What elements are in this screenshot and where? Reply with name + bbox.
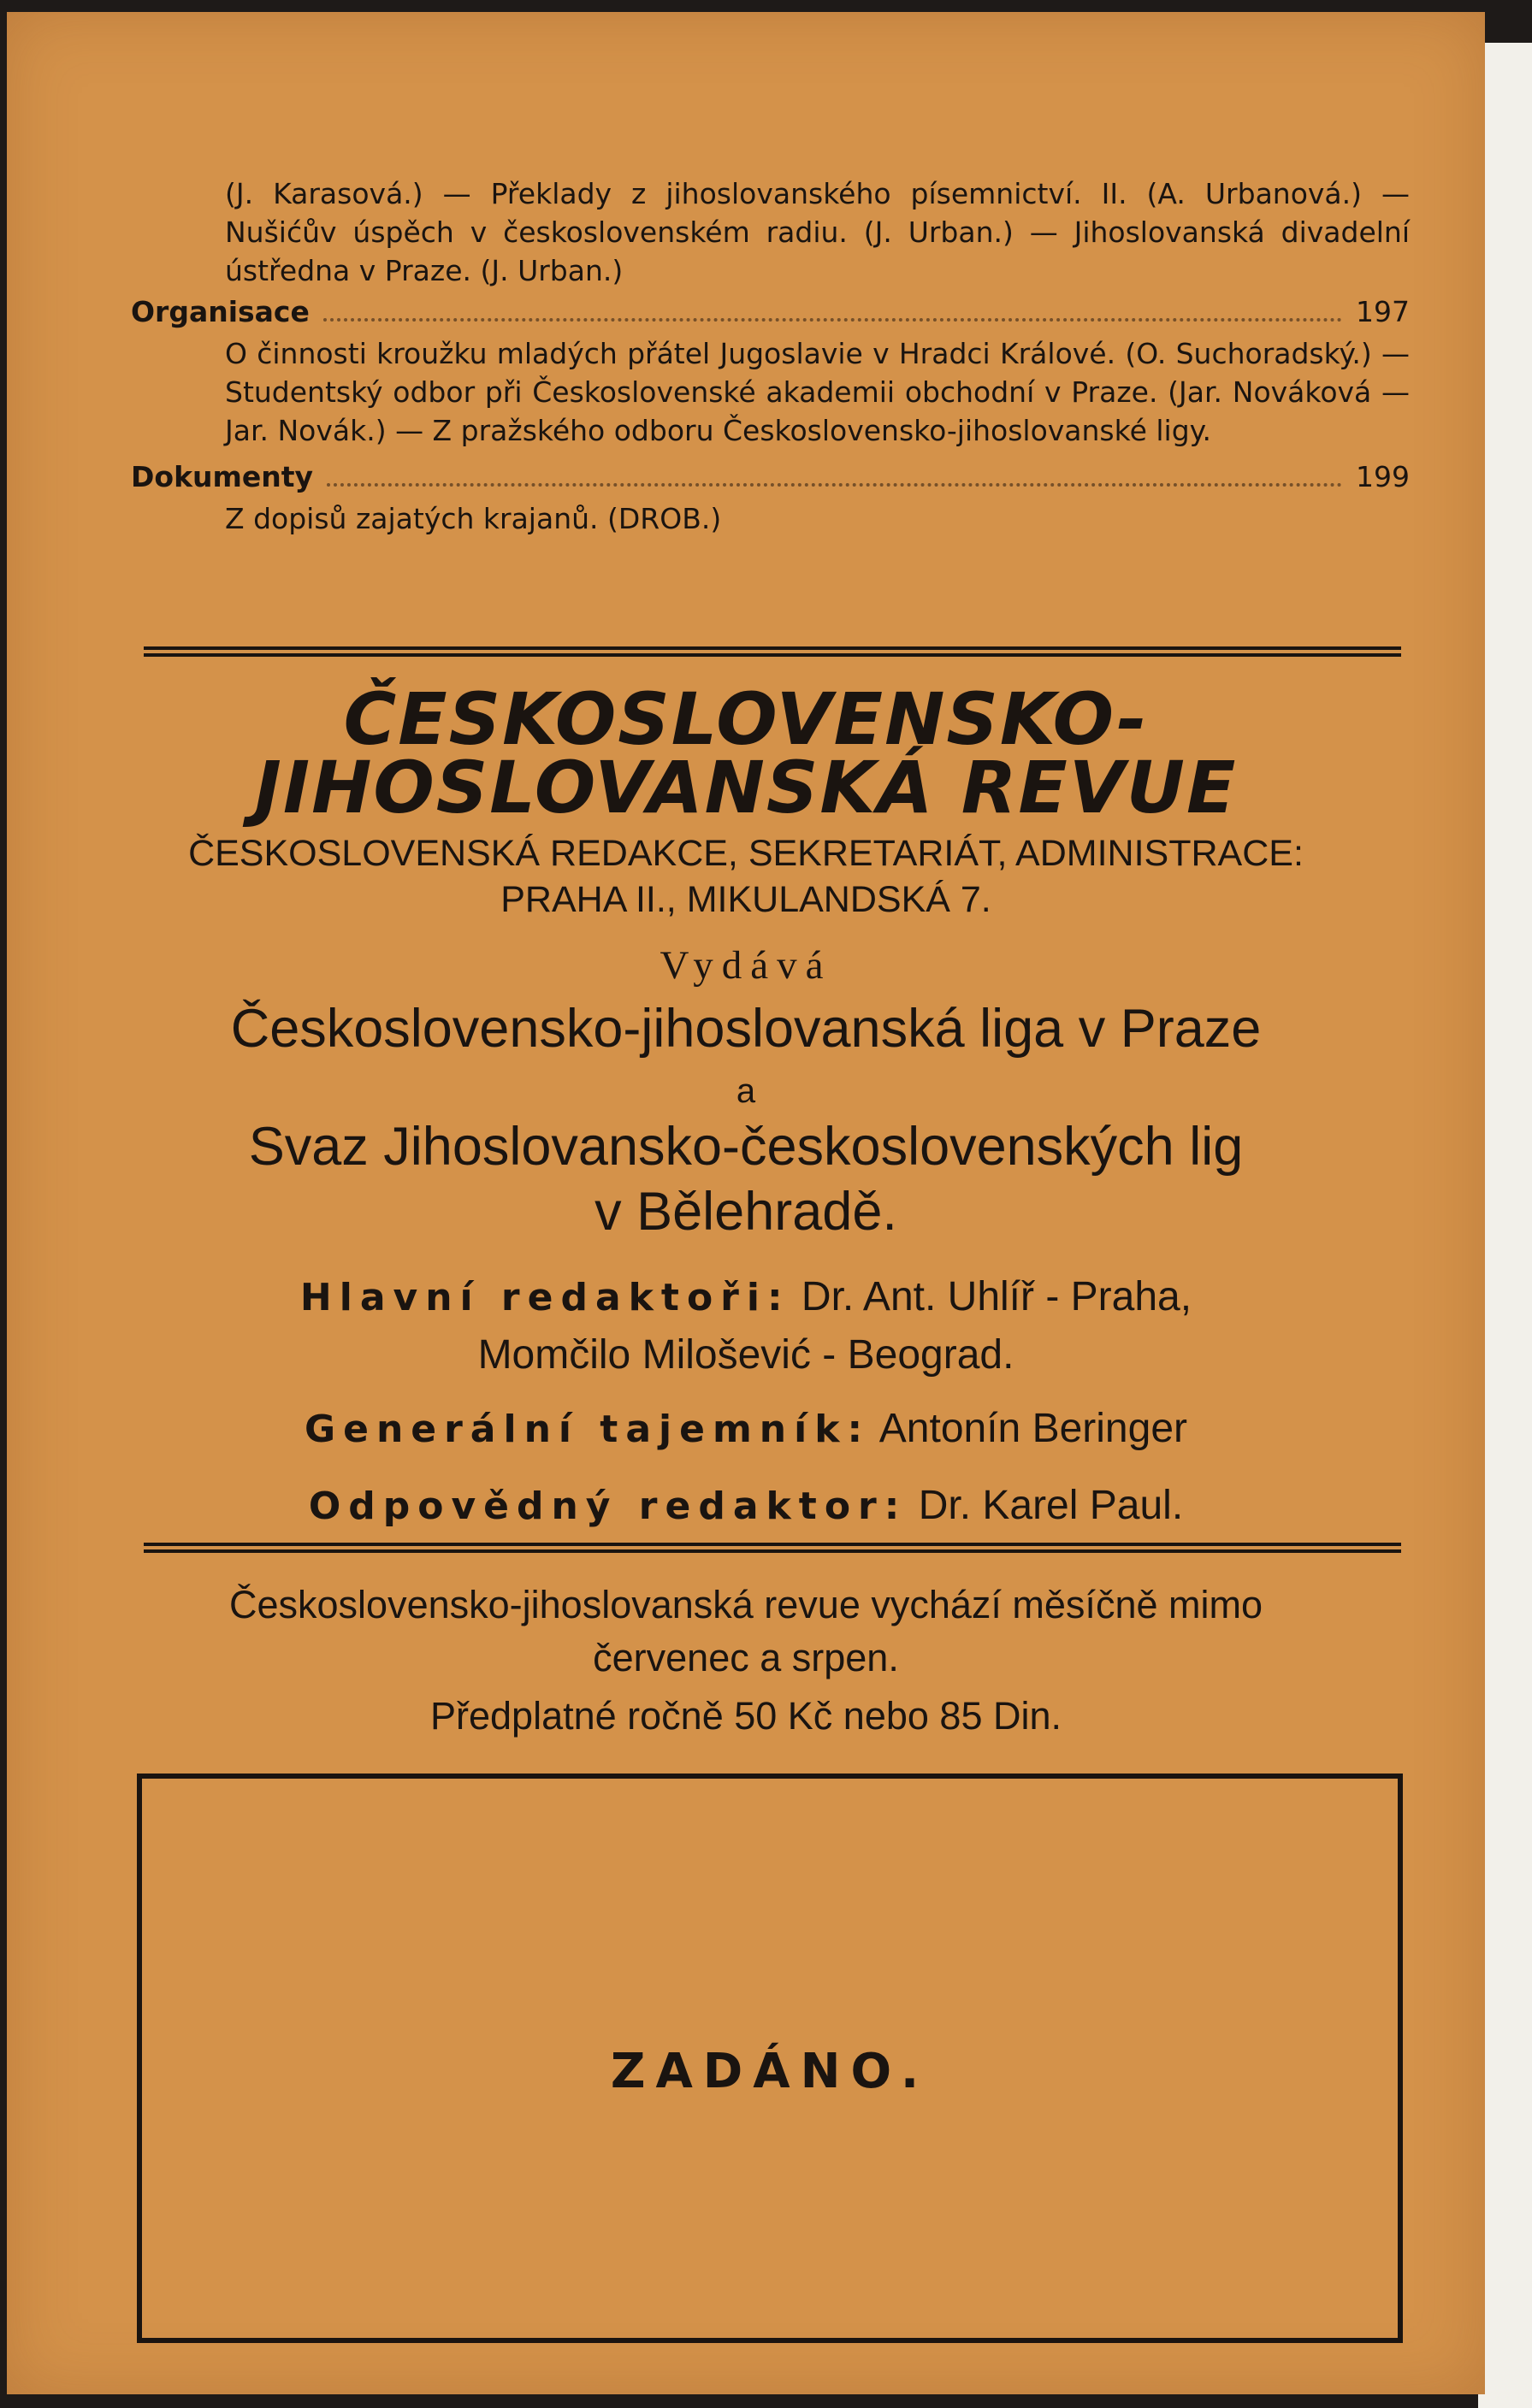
double-rule-bottom	[144, 1543, 1401, 1553]
double-rule-top	[144, 646, 1401, 657]
address-line1: ČESKOSLOVENSKÁ REDAKCE, SEKRETARIÁT, ADMINISTRACE:	[188, 833, 1304, 874]
dot-leader	[327, 483, 1342, 487]
toc-section-title: Dokumenty	[131, 460, 314, 493]
frequency-note-line2: červenec a srpen.	[593, 1636, 899, 1679]
conjunction: a	[736, 1072, 756, 1110]
toc-organisace-description: O činnosti kroužku mladých přátel Jugoslavie v Hradci Králové. (O. Suchoradský.) — Studentský odbor při Československé akademii obchodní v Praze. (Jar. Nováková — Jar. Novák.) — Z pražského odboru Československo-jihoslovanské ligy.	[225, 337, 1410, 447]
document-page	[7, 12, 1485, 2394]
journal-title-line2: JIHOSLOVANSKÁ REVUE	[254, 746, 1238, 829]
toc-page-number: 199	[1356, 460, 1410, 493]
frequency-note-line1: Československo-jihoslovanská revue vychází měsíčně mimo	[229, 1583, 1263, 1626]
chief-editors-line1	[7, 1271, 1485, 1325]
chief-editors-names: Dr. Ant. Uhlíř - Praha,	[801, 1274, 1192, 1319]
secretary-name: Antonín Beringer	[878, 1406, 1187, 1451]
dot-leader	[323, 318, 1342, 322]
responsible-editor-line	[7, 1479, 1485, 1533]
chief-editors-line2: Momčilo Milošević - Beograd.	[477, 1332, 1014, 1378]
address-line2: PRAHA II., MIKULANDSKÁ 7.	[500, 879, 991, 920]
adjacent-page-edge	[1478, 43, 1532, 2408]
secretary-label: Generální tajemník:	[304, 1408, 871, 1451]
chief-editors-label: Hlavní redaktoři:	[299, 1276, 790, 1319]
responsible-editor-label: Odpovědný redaktor:	[308, 1484, 908, 1528]
publisher-intro: Vydává	[660, 943, 832, 988]
journal-title-line1: ČESKOSLOVENSKO-	[343, 677, 1149, 761]
publisher-1: Československo-jihoslovanská liga v Praze	[230, 999, 1262, 1059]
toc-dokumenty-description: Z dopisů zajatých krajanů. (DROB.)	[225, 502, 722, 535]
publisher-2-line1: Svaz Jihoslovansko-československých lig	[248, 1117, 1244, 1177]
advertisement-box	[137, 1774, 1403, 2343]
reserved-label: ZADÁNO.	[610, 2043, 930, 2099]
toc-page-number: 197	[1356, 295, 1410, 328]
publisher-2-line2: v Bělehradě.	[594, 1182, 897, 1242]
secretary-line	[7, 1402, 1485, 1456]
toc-section-title: Organisace	[131, 295, 310, 328]
table-of-contents	[131, 174, 1410, 538]
toc-row-organisace	[131, 290, 1410, 334]
toc-row-dokumenty	[131, 455, 1410, 499]
responsible-editor-name: Dr. Karel Paul.	[918, 1483, 1184, 1528]
toc-literature-description: (J. Karasová.) — Překlady z jihoslovanského písemnictví. II. (A. Urbanová.) — Nušićův úspěch v československém radiu. (J. Urban.) — Jihoslovanská divadelní ústředna v Praze. (J. Urban.)	[225, 177, 1410, 287]
subscription-price: Předplatné ročně 50 Kč nebo 85 Din.	[430, 1694, 1062, 1738]
